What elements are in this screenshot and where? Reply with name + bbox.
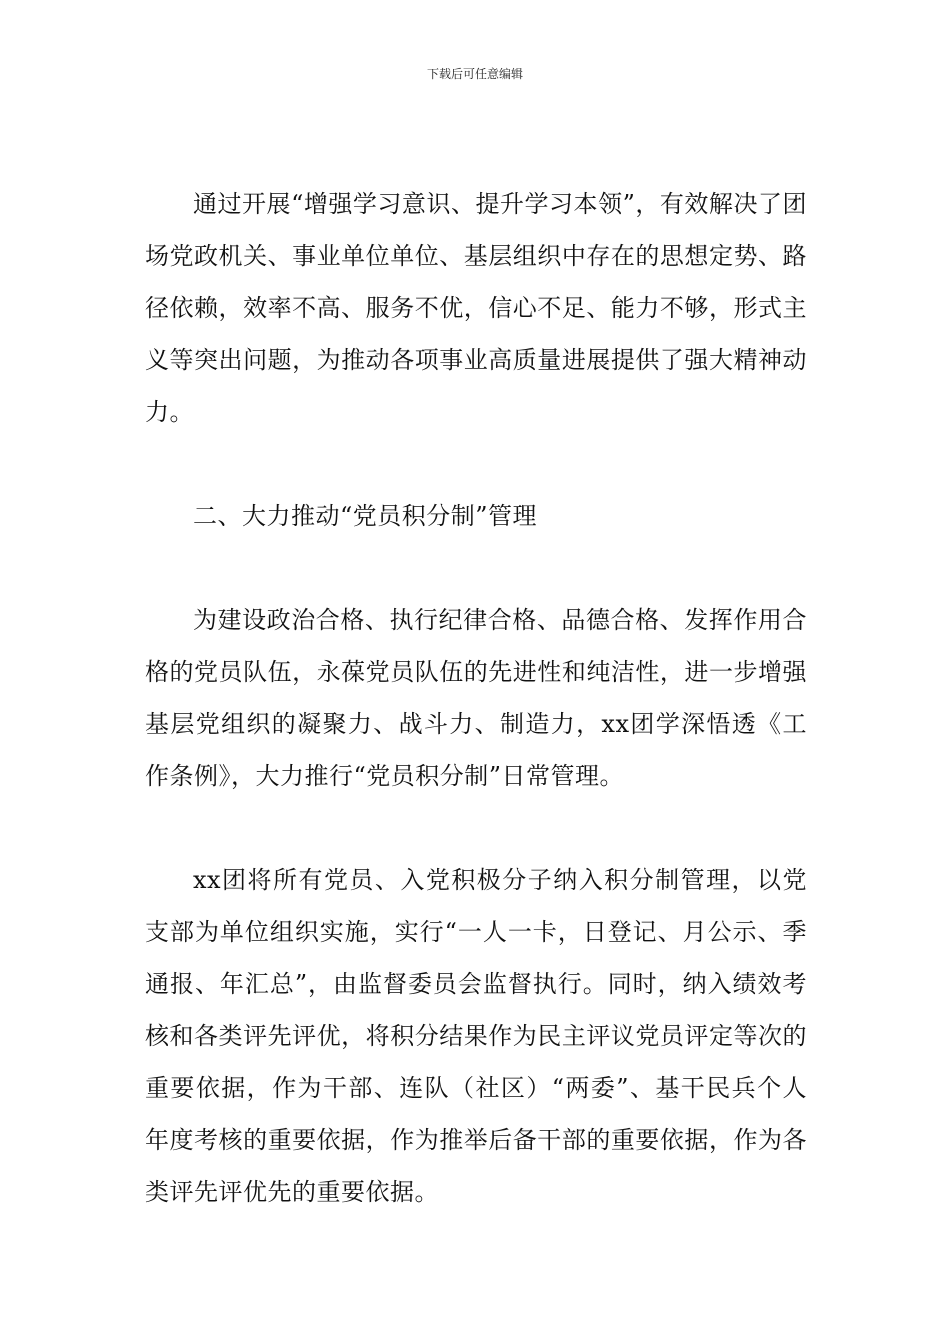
- paragraph-3: xx团将所有党员、入党积极分子纳入积分制管理，以党支部为单位组织实施，实行“一人一卡，日登记、月公示、季通报、年汇总”，由监督委员会监督执行。同时，纳入绩效考核和各类评先评优，将积分结果作为民主评议党员评定等次的重要依据，作为干部、连队（社区）“两委”、基干民兵个人年度考核的重要依据，作为推举后备干部的重要依据，作为各类评先评优先的重要依据。: [145, 866, 807, 1206]
- paragraph-gap: [145, 802, 807, 854]
- document-body: [145, 178, 807, 1218]
- paragraph-gap: [145, 438, 807, 490]
- paragraph-2: 为建设政治合格、执行纪律合格、品德合格、发挥作用合格的党员队伍，永葆党员队伍的先进性和纯洁性，进一步增强基层党组织的凝聚力、战斗力、制造力，xx团学深悟透《工作条例》，大力推行“党员积分制”日常管理。: [145, 606, 807, 790]
- page-header: 下载后可任意编辑: [426, 67, 523, 81]
- section-heading: 二、大力推动“党员积分制”管理: [193, 502, 538, 530]
- paragraph-1: 通过开展“增强学习意识、提升学习本领”，有效解决了团场党政机关、事业单位单位、基层组织中存在的思想定势、路径依赖，效率不高、服务不优，信心不足、能力不够，形式主义等突出问题，为推动各项事业高质量进展提供了强大精神动力。: [145, 190, 807, 426]
- paragraph-gap: [145, 542, 807, 594]
